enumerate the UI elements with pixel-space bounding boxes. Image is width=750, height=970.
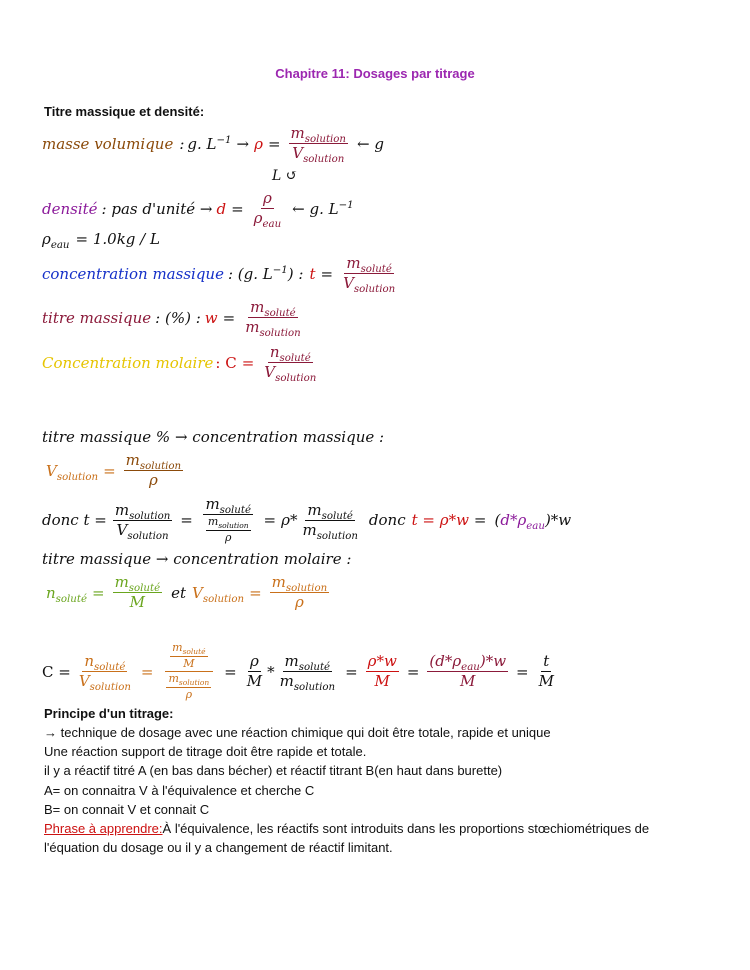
num-sub: eau [461, 662, 480, 674]
fraction-3 [300, 502, 359, 540]
equals-5: = [516, 662, 529, 681]
n: n [46, 583, 56, 602]
w-symbol: w [204, 308, 218, 327]
d-rho-sub: eau [526, 521, 545, 533]
principe-line-2: Une réaction support de titrage doit être rapide et totale. [44, 744, 367, 759]
num: m [250, 298, 265, 316]
fraction-2 [201, 496, 256, 545]
V: V [46, 461, 57, 480]
phrase-a-apprendre [44, 821, 649, 836]
fraction-msolute-M [113, 574, 163, 612]
equation-rho-eau [42, 230, 160, 251]
donc-word: donc [368, 511, 406, 530]
equals: = [222, 308, 236, 327]
num-sub: soluté [298, 662, 331, 674]
den-sub: solution [275, 373, 317, 385]
equals: = [91, 583, 105, 602]
fraction-msolute-vsolution [341, 254, 397, 296]
rho-star: ρ* [281, 511, 298, 530]
den-sub: solution [303, 154, 345, 166]
equation-vsolution [46, 452, 186, 490]
principe-line-4: A= on connaitra V à l'équivalence et cherche C [44, 783, 315, 798]
nested-den: ρ [224, 530, 232, 544]
num: t [543, 652, 550, 671]
nested-num: m [207, 515, 219, 529]
rho-symbol: ρ [254, 134, 263, 153]
t-equals-rho-w: t = ρ*w [411, 511, 469, 530]
unit-open: : (g. L [227, 264, 273, 283]
label-concentration-molaire: Concentration molaire [42, 353, 214, 372]
heading-titre-vers-concentration: titre massique % → concentration massique : [42, 428, 385, 446]
equals-3: = [345, 662, 358, 681]
den: M [460, 672, 476, 691]
heading-titre-vers-molaire: titre massique → concentration molaire : [42, 550, 352, 568]
den: V [264, 363, 276, 382]
num-sub: solution [139, 461, 182, 472]
den: m [245, 318, 260, 337]
num: m [284, 652, 299, 671]
num: m [114, 500, 130, 519]
fraction-msolute-msolution [243, 298, 302, 340]
back-arrow: ← g. L [292, 199, 339, 218]
star: * [267, 662, 275, 681]
den: M [538, 672, 554, 691]
num-open: (d*ρ [429, 652, 462, 671]
unit-close: ) : [287, 264, 304, 283]
fraction-nsolute-vsolution [77, 652, 133, 694]
equals: = [241, 353, 255, 372]
den: V [78, 672, 90, 691]
dn: m [168, 672, 179, 686]
colon: : [179, 134, 185, 153]
V-sub: solution [56, 471, 99, 483]
nn: m [172, 641, 183, 654]
equation-densite [42, 189, 354, 231]
den: m [302, 520, 317, 539]
num-sub: soluté [94, 662, 126, 674]
back-arrow-g: ← g [357, 134, 384, 153]
num: m [346, 254, 361, 272]
equals-2: = [263, 511, 277, 530]
den: V [343, 274, 354, 293]
num: n [84, 652, 95, 671]
num: m [307, 500, 322, 519]
fraction-rho-M [245, 653, 264, 691]
d-rho: d*ρ [500, 511, 527, 530]
fraction-t-M [537, 653, 556, 691]
den-sub: solution [127, 530, 169, 542]
dn-sub: solution [178, 678, 210, 688]
nested-num-fraction [170, 642, 207, 670]
num-sub: soluté [279, 353, 311, 364]
num: ρ*w [367, 652, 397, 671]
num: m [125, 451, 140, 469]
phrase-label: Phrase à apprendre: [44, 821, 163, 836]
num: ρ [262, 189, 272, 207]
titre-rest: : (%) : [155, 308, 201, 327]
densite-rest: : pas d'unité → [101, 199, 213, 218]
equals: = [320, 264, 334, 283]
den-sub: eau [262, 219, 282, 231]
C-equals: C = [42, 662, 71, 681]
d-symbol: d [216, 199, 227, 218]
equation-nsolute [46, 574, 332, 612]
num-sub: solution [304, 134, 346, 145]
den: m [279, 672, 294, 691]
rho: ρ [42, 230, 51, 248]
equation-concentration-massique [42, 254, 400, 296]
equals: = [231, 199, 244, 218]
heading-principe: Principe d'un titrage: [44, 706, 174, 721]
den: M [374, 672, 390, 691]
equals-2: = [249, 583, 262, 602]
equals: = [267, 134, 281, 153]
arrow: → [236, 134, 250, 153]
section-heading-titre-massique: Titre massique et densité: [44, 104, 205, 119]
unit-exp: −1 [272, 264, 288, 276]
below-L: L ↺ [272, 168, 298, 184]
principe-line-3: il y a réactif titré A (en bas dans bécher) et réactif titrant B(en haut dans burette) [44, 763, 503, 778]
num-sub: soluté [264, 308, 296, 319]
fraction-complex [161, 642, 216, 702]
n-sub: soluté [55, 593, 87, 605]
num: n [269, 343, 280, 361]
den: M [246, 672, 263, 691]
den-sub: solution [316, 530, 358, 542]
equals-3: = [473, 511, 487, 530]
num: m [271, 573, 286, 591]
nested-num-sub: solution [218, 521, 249, 531]
num-sub: soluté [219, 505, 251, 516]
phrase-line-2: l'équation du dosage ou il y a changement de réactif limitant. [44, 840, 393, 855]
den: ρ [253, 209, 263, 228]
principe-line-5: B= on connait V et connait C [44, 802, 210, 817]
principe-line-1: → technique de dosage avec une réaction chimique qui doit être totale, rapide et unique [44, 725, 551, 740]
den: ρ [148, 471, 158, 490]
nn-sub: soluté [182, 647, 206, 657]
page-title: Chapitre 11: Dosages par titrage [275, 66, 475, 81]
num: m [114, 573, 129, 591]
fraction-rhow-M [366, 653, 399, 691]
label-titre-massique: titre massique [42, 308, 152, 327]
t-symbol: t [309, 264, 316, 283]
nested-fraction [206, 516, 251, 544]
C-symbol: : C [215, 353, 237, 372]
equals-1: = [140, 662, 154, 681]
den: V [116, 520, 128, 539]
equals-4: = [406, 662, 420, 681]
num-sub: soluté [128, 583, 161, 594]
label-densite: densité [42, 199, 98, 218]
phrase-text: À l'équivalence, les réactifs sont introduits dans les proportions stœchiométriques de [162, 821, 650, 836]
num: m [205, 495, 220, 513]
equation-C-chain [42, 642, 559, 702]
rho-sub: eau [50, 240, 70, 251]
V-sub: solution [202, 593, 245, 605]
num-sub: solution [129, 510, 171, 522]
num: m [290, 124, 305, 142]
paren-close-w: )*w [544, 511, 572, 530]
nested-den-fraction [166, 673, 211, 701]
fraction-drhoeau-w-M [427, 653, 508, 691]
et-word: et [171, 583, 187, 602]
den: ρ [294, 593, 304, 612]
paren-open: ( [494, 511, 501, 530]
fraction-msolution-rho [270, 574, 329, 612]
label-masse-volumique: masse volumique [42, 134, 174, 153]
num: ρ [250, 652, 259, 671]
equation-concentration-molaire [42, 343, 321, 385]
den-sub: solution [89, 682, 131, 694]
V: V [192, 583, 203, 602]
den-sub: solution [293, 682, 336, 694]
equation-titre-massique [42, 298, 306, 340]
fraction-rho-rhoeau [252, 189, 284, 231]
fraction-1 [113, 502, 172, 540]
equation-masse-volumique [42, 124, 384, 166]
equals-1: = [180, 511, 193, 530]
num-close: )*w [479, 652, 507, 671]
fraction-msolution-vsolution [289, 124, 348, 166]
fraction-msolution-rho [124, 452, 183, 490]
den-sub: solution [353, 284, 396, 296]
num-sub: soluté [360, 264, 392, 275]
fraction-msolute-msolution [278, 652, 337, 694]
dd: ρ [185, 687, 193, 701]
rho-eau-value: = 1.0kg / L [75, 230, 160, 248]
unit-exponent: −1 [216, 134, 232, 146]
equation-donc-t [42, 496, 571, 545]
equals-2: = [224, 662, 237, 681]
unit: g. L [187, 134, 217, 153]
den: M [129, 593, 146, 612]
fraction-nsolute-vsolution [262, 343, 318, 385]
equals: = [103, 461, 116, 480]
nd: M [183, 656, 195, 670]
den-sub: solution [259, 328, 301, 340]
den: V [292, 144, 304, 163]
label-concentration-massique: concentration massique [42, 264, 224, 283]
num-sub: soluté [321, 510, 353, 522]
num-sub: solution [285, 583, 328, 594]
back-exp: −1 [338, 199, 354, 211]
donc-t: donc t = [42, 511, 107, 530]
